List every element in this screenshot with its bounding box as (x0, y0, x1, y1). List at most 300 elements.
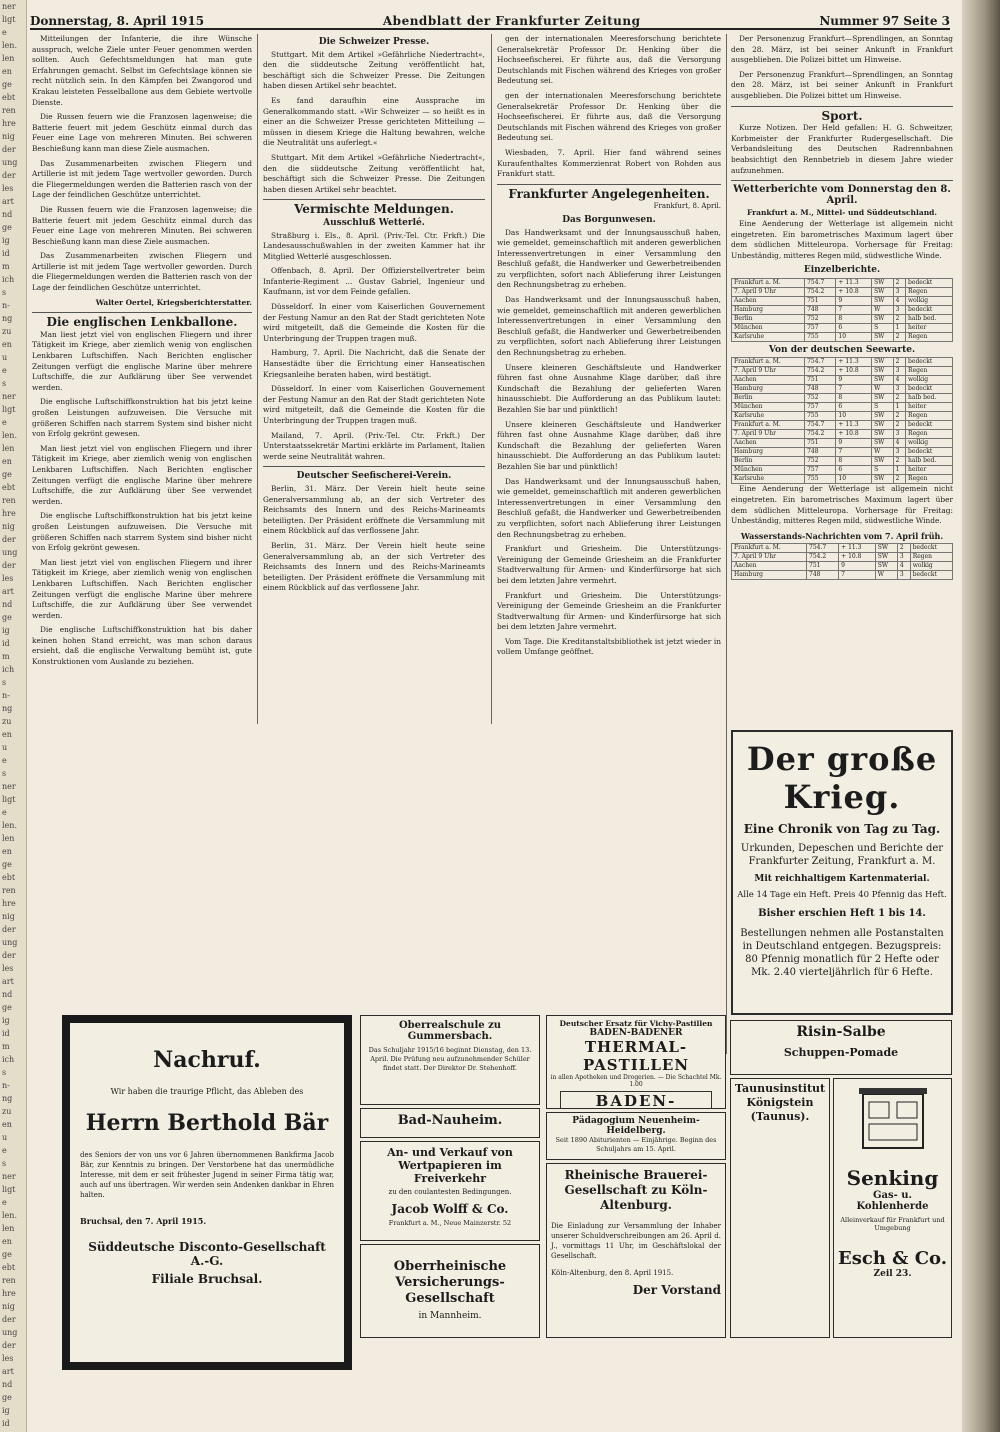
ad-description: Urkunden, Depeschen und Berichte der Frankfurter Zeitung, Frankfurt a. M. (740, 843, 944, 867)
gutter-text-fragment: ligt (2, 15, 16, 24)
gutter-text-fragment: ig (2, 1016, 10, 1025)
table-cell: 2 (893, 278, 905, 287)
ad-tagline: Deutscher Ersatz für Vichy-Pastillen (559, 1019, 713, 1028)
gutter-text-fragment: en (2, 1237, 12, 1246)
table-cell: SW (872, 278, 894, 287)
gutter-text-fragment: ung (2, 938, 18, 947)
table-cell: wolkig (906, 376, 953, 385)
table-row (732, 421, 953, 430)
ad-title: Senking (846, 1166, 939, 1190)
obituary-company: Süddeutsche Disconto-Gesellschaft A.-G. (88, 1240, 326, 1268)
header-newspaper-title: Abendblatt der Frankfurter Zeitung (382, 14, 641, 28)
gutter-text-fragment: ebt (2, 873, 16, 882)
table-cell: 2 (893, 412, 905, 421)
gutter-text-fragment: ich (2, 1055, 15, 1064)
table-cell: SW (875, 562, 897, 571)
gutter-text-fragment: ng (2, 314, 13, 323)
gutter-text-fragment: e (2, 808, 7, 817)
article-text: Der Personenzug Frankfurt—Sprendlingen, an Sonntag den 28. März, ist bei seiner Ankunft in Frankfurt ausgeblieben. Die Polizei bittet um Hinweise. (731, 34, 953, 65)
ad-subtitle: zu den coulantesten Bedingungen. (388, 1188, 512, 1196)
gutter-text-fragment: ren (2, 496, 16, 505)
gutter-text-fragment: ig (2, 236, 10, 245)
table-row (732, 332, 953, 341)
table-cell: 2 (893, 332, 905, 341)
table-cell: W (875, 571, 897, 580)
gutter-text-fragment: ng (2, 704, 13, 713)
gutter-text-fragment: e (2, 756, 7, 765)
column-1 (32, 34, 252, 689)
gutter-text-fragment: ner (2, 782, 16, 791)
gutter-text-fragment: les (2, 184, 14, 193)
table-row (732, 278, 953, 287)
ad-title: Rheinische Brauerei-Gesellschaft zu Köln-Altenburg. (564, 1168, 708, 1212)
table-row (732, 367, 953, 376)
article-text: Mitteilungen der Infanterie, die ihre Wünsche ausspruch, welche Ziele unter Feuer genommen werden sollten. Auch Gefechtsmeldungen hat man gute Erfahrungen gemacht. Selbst im Gefechtslage können sie recht nützlich sein. In den Kämpfen bei Zwangorod und Krakau leisteten Fesselballone aus dem Gebiete wertvolle Dienste. (32, 34, 252, 107)
article-text: Düsseldorf. In einer vom Kaiserlichen Gouvernement der Festung Namur an den Rat der Stadt gerichteten Note wird mitgeteilt, daß die Gemeinde die Kosten für die Unterbringung der Truppen tragen muß. (263, 302, 485, 343)
gutter-text-fragment: n- (2, 691, 10, 700)
thermal-pastillen-ad (546, 1015, 726, 1109)
weather-text: Eine Aenderung der Wetterlage ist allgemein nicht eingetreten. Ein barometrisches Maximum lagert über dem südlichen Mitteleuropa. Vorhersage für Freitag: Unbeständig, mitteres Regen mild, südwestliche Winde. (731, 218, 953, 260)
gutter-text-fragment: der (2, 1341, 16, 1350)
gutter-text-fragment: ung (2, 158, 18, 167)
table-cell: 4 (897, 562, 910, 571)
gutter-text-fragment: ge (2, 1393, 12, 1402)
article-text: Stuttgart. Mit dem Artikel »Gefährliche Niedertracht«, den die süddeutsche Zeitung veröffentlicht hat, beschäftigt sich die Schweizer Presse. Die Zeitungen haben diesen Artikel sehr beachtet. (263, 152, 485, 194)
table-cell: 754.2 (805, 367, 836, 376)
gutter-text-fragment: hre (2, 509, 16, 518)
article-text: Frankfurt und Griesheim. Die Unterstützungs-Vereinigung der Gemeinde Griesheim an die Frankfurter Stadtverwaltung für Armen- und Kinderfürsorge hat sich bei dem letzten Jahre vermehrt. (497, 590, 721, 632)
table-cell: + 11.3 (836, 358, 872, 367)
gutter-text-fragment: ge (2, 80, 12, 89)
gutter-text-fragment: nd (2, 600, 13, 609)
table-cell: 1 (893, 323, 905, 332)
ad-frequency: Alle 14 Tage ein Heft. Preis 40 Pfennig das Heft. (737, 890, 947, 900)
table-cell: 754.7 (807, 544, 839, 553)
ad-text: Die Einladung zur Versammlung der Inhaber unserer Schuldverschreibungen am 26. April d. J., vormittags 11 Uhr, im Geschäftslokal der Gesellschaft. (551, 1222, 721, 1260)
table-cell: SW (875, 544, 897, 553)
page-header (30, 6, 950, 30)
table-cell: 757 (805, 466, 836, 475)
table-cell: halb bed. (906, 394, 953, 403)
divider (263, 199, 485, 200)
table-cell: 8 (836, 457, 872, 466)
article-text: Straßburg i. Els., 8. April. (Priv.-Tel. Ctr. Frkft.) Die Landesausschußwahlen in der zweiten Kammer hat ihr Mitglied Wetterlé ausgeschlossen. (263, 230, 485, 261)
table-cell: 757 (805, 403, 836, 412)
column-separator (257, 34, 258, 724)
article-text: Offenbach, 8. April. Der Offizierstellvertreter beim Infanterie-Regiment ... Gustav Gabriel, Ingenieur und Kaufmann, ist vor dem Feinde gefallen. (263, 266, 485, 297)
table-cell: 4 (893, 376, 905, 385)
gutter-text-fragment: der (2, 925, 16, 934)
table-cell: wolkig (906, 296, 953, 305)
gutter-text-fragment: len. (2, 41, 17, 50)
table-cell: 3 (893, 448, 905, 457)
table-cell: 754.2 (805, 287, 836, 296)
article-text: Das Zusammenarbeiten zwischen Fliegern und Artillerie ist mit jedem Tage wertvoller geworden. Durch die Fliegermeldungen werden die Batterien rasch von der Lage der feindlichen Geschütze unterrichtet. (32, 251, 252, 293)
table-cell: + 11.3 (839, 544, 876, 553)
gutter-text-fragment: les (2, 1354, 14, 1363)
weather-table-title: Einzelberichte. (803, 265, 881, 276)
table-cell: Regen (906, 475, 953, 484)
gutter-text-fragment: der (2, 561, 16, 570)
book-binding-edge (962, 0, 1000, 1432)
table-row (732, 553, 953, 562)
table-cell: SW (872, 296, 894, 305)
gutter-text-fragment: ligt (2, 1185, 16, 1194)
ad-subtitle: Eine Chronik von Tag zu Tag. (743, 822, 941, 836)
der-grosse-krieg-ad (731, 730, 953, 1015)
ad-title: Taunusinstitut Königstein (Taunus). (734, 1082, 826, 1123)
weather-subheadline: Frankfurt a. M., Mittel- und Süddeutschland. (746, 208, 938, 218)
table-cell: Regen (910, 553, 952, 562)
ad-date: Köln-Altenburg, den 8. April 1915. (551, 1269, 674, 1277)
table-cell: Karlsruhe (732, 412, 805, 421)
table-row (732, 439, 953, 448)
ad-signature: Der Vorstand (632, 1283, 721, 1297)
ad-address: Zeil 23. (873, 1269, 912, 1279)
table-cell: Karlsruhe (732, 475, 805, 484)
gutter-text-fragment: n- (2, 301, 10, 310)
gutter-text-fragment: m (2, 262, 10, 271)
gutter-text-fragment: en (2, 340, 12, 349)
table-cell: 755 (805, 475, 836, 484)
table-cell: 751 (805, 376, 836, 385)
gutter-text-fragment: m (2, 1042, 10, 1051)
table-row (732, 358, 953, 367)
gutter-text-fragment: en (2, 730, 12, 739)
gutter-text-fragment: ebt (2, 93, 16, 102)
table-cell: SW (875, 553, 897, 562)
nauheim-ad (360, 1108, 540, 1138)
table-cell: SW (872, 475, 894, 484)
table-cell: 10 (836, 475, 872, 484)
table-cell: Hamburg (732, 385, 805, 394)
table-cell: W (872, 385, 894, 394)
table-cell: 7. April 9 Uhr (732, 553, 807, 562)
table-cell: 7 (839, 571, 876, 580)
table-cell: Regen (906, 412, 953, 421)
gutter-text-fragment: hre (2, 899, 16, 908)
table-cell: 748 (807, 571, 839, 580)
table-cell: Regen (906, 287, 953, 296)
table-cell: 3 (893, 305, 905, 314)
table-cell: Frankfurt a. M. (732, 544, 807, 553)
table-cell: heiter (906, 403, 953, 412)
ad-title: Risin-Salbe (796, 1024, 886, 1040)
gutter-text-fragment: der (2, 171, 16, 180)
gutter-text-fragment: zu (2, 717, 12, 726)
gutter-text-fragment: ge (2, 1003, 12, 1012)
oberrealschule-ad (360, 1015, 540, 1105)
senking-ad (833, 1078, 952, 1338)
table-row (732, 385, 953, 394)
obituary-dateline: Bruchsal, den 7. April 1915. (80, 1216, 207, 1226)
table-cell: SW (872, 421, 894, 430)
table-cell: 757 (805, 323, 836, 332)
table-cell: Regen (906, 367, 953, 376)
table-row (732, 305, 953, 314)
table-cell: 6 (836, 466, 872, 475)
gutter-text-fragment: art (2, 197, 14, 206)
weather-table-title: Von der deutschen Seewarte. (768, 344, 916, 355)
gutter-text-fragment: ung (2, 548, 18, 557)
article-text: Mailand, 7. April. (Priv.-Tel. Ctr. Frkft.) Der Unterstaatssekretär Martini erklärte im Parlament, Italien werde seine Neutralität wahren. (263, 430, 485, 461)
table-cell: SW (872, 332, 894, 341)
obituary-branch: Filiale Bruchsal. (151, 1272, 263, 1286)
weather-headline: Wetterberichte vom Donnerstag den 8. April. (733, 184, 951, 206)
table-cell: 754.7 (805, 421, 836, 430)
table-cell: SW (872, 367, 894, 376)
gutter-text-fragment: ig (2, 626, 10, 635)
table-cell: 754.7 (805, 278, 836, 287)
table-cell: 10 (836, 332, 872, 341)
table-cell: bedeckt (910, 571, 952, 580)
gutter-text-fragment: der (2, 951, 16, 960)
table-cell: + 11.3 (836, 421, 872, 430)
table-cell: 2 (893, 314, 905, 323)
table-cell: + 10.8 (836, 367, 872, 376)
table-cell: + 10.8 (836, 430, 872, 439)
article-text: Vom Tage. Die Kreditanstaltsbibliothek ist jetzt wieder in vollem Umfange geöffnet. (497, 636, 721, 657)
gutter-text-fragment: m (2, 652, 10, 661)
article-text: Man liest jetzt viel von englischen Fliegern und ihrer Tätigkeit im Kriege, aber ziemlich wenig von englischen Lenkbaren Luftschiffen. Nach Berichten englischer Zeitungen verfügt die englische Marine über mehrere Luftschiffe, die zur Aufklärung über See verwendet werden. (32, 557, 252, 620)
table-cell: 7 (836, 448, 872, 457)
section-headline: Vermischte Meldungen. (294, 202, 454, 217)
table-cell: 7. April 9 Uhr (732, 367, 805, 376)
gutter-text-fragment: u (2, 743, 8, 752)
paedagogium-ad (546, 1112, 726, 1160)
gutter-text-fragment: nd (2, 210, 13, 219)
divider (32, 312, 252, 313)
gutter-text-fragment: hre (2, 119, 16, 128)
table-cell: Berlin (732, 457, 805, 466)
divider (731, 106, 953, 107)
table-cell: heiter (906, 323, 953, 332)
ad-title: Pädagogium Neuenheim-Heidelberg. (572, 1116, 700, 1136)
ad-text: Seit 1890 Abiturienten — Einjährige. Beginn des Schuljahrs am 15. April. (555, 1136, 717, 1153)
table-cell: 754.2 (807, 553, 839, 562)
table-cell: 2 (893, 475, 905, 484)
ad-brand: BADEN-BADENER (589, 1028, 683, 1038)
table-cell: Aachen (732, 376, 805, 385)
table-row (732, 394, 953, 403)
gutter-text-fragment: ich (2, 275, 15, 284)
gutter-text-fragment: der (2, 1315, 16, 1324)
table-cell: 9 (836, 376, 872, 385)
table-cell: 3 (897, 571, 910, 580)
gutter-text-fragment: nig (2, 1302, 15, 1311)
table-cell: München (732, 466, 805, 475)
table-cell: bedeckt (906, 358, 953, 367)
gutter-text-fragment: ren (2, 1276, 16, 1285)
gutter-text-fragment: ge (2, 613, 12, 622)
table-row (732, 314, 953, 323)
weather-table (731, 278, 953, 342)
gutter-text-fragment: e (2, 28, 7, 37)
article-text: Der Personenzug Frankfurt—Sprendlingen, an Sonntag den 28. März, ist bei seiner Ankunft in Frankfurt ausgeblieben. Die Polizei bittet um Hinweise. (731, 69, 953, 100)
obituary-text: des Seniors der von uns vor 6 Jahren übernommenen Bankfirma Jacob Bär, zur Kenntnis zu bringen. Der Verstorbene hat das unermüdliche Interesse, mit dem er seit frühester Jugend in seiner Firma tätig war, auch auf uns übertragen. Wir werden sein Andenken dankbar in Ehren halten. (80, 1151, 334, 1199)
gutter-text-fragment: nig (2, 912, 15, 921)
table-cell: Berlin (732, 394, 805, 403)
gutter-text-fragment: ge (2, 860, 12, 869)
table-cell: SW (872, 358, 894, 367)
gutter-text-fragment: ner (2, 2, 16, 11)
table-row (732, 430, 953, 439)
gutter-text-fragment: nig (2, 522, 15, 531)
article-text: Die englische Luftschiffkonstruktion hat bis jetzt keine großen Leistungen aufzuweisen. Die Versuche mit größeren Schiffen nach starrem System sind bisher nicht von Erfolg gekrönt gewesen. (32, 397, 252, 439)
table-row (732, 296, 953, 305)
table-row (732, 571, 953, 580)
article-text: Die englische Luftschiffkonstruktion hat bis daher keinen hohen Stand erreicht, was man schon daraus ersieht, daß die englische Verwaltung bemüht ist, gute Konstruktionen vom Auslande zu beziehen. (32, 625, 252, 667)
gutter-text-fragment: les (2, 574, 14, 583)
table-cell: SW (872, 439, 894, 448)
table-cell: Regen (906, 332, 953, 341)
gutter-text-fragment: len. (2, 431, 17, 440)
table-cell: 3 (893, 367, 905, 376)
table-cell: Regen (906, 430, 953, 439)
table-row (732, 562, 953, 571)
table-cell: Frankfurt a. M. (732, 421, 805, 430)
ad-address: Frankfurt a. M., Neue Mainzerstr. 52 (388, 1219, 512, 1227)
table-cell: 754.7 (805, 358, 836, 367)
table-cell: 4 (893, 296, 905, 305)
table-cell: halb bed. (906, 314, 953, 323)
table-cell: 1 (893, 403, 905, 412)
ad-issued: Bisher erschien Heft 1 bis 14. (758, 908, 926, 919)
gutter-text-fragment: ren (2, 106, 16, 115)
table-row (732, 412, 953, 421)
previous-page-gutter (0, 0, 27, 1432)
ad-firm: Esch & Co. (838, 1248, 947, 1269)
wasserstand-table (731, 543, 953, 580)
ad-firm: Jacob Wolff & Co. (391, 1202, 509, 1216)
article-text: Die Russen feuern wie die Franzosen lagenweise; die Batterie feuert mit jedem Geschütz einmal durch das Feuer eine Lage von mehreren Minuten. Bei schweren Beschießung kann man diese Ziele ausmachen. (32, 112, 252, 153)
gutter-text-fragment: s (2, 379, 7, 388)
table-row (732, 475, 953, 484)
table-cell: 8 (836, 394, 872, 403)
table-cell: heiter (906, 466, 953, 475)
article-text: Unsere kleineren Geschäftsleute und Handwerker führen fast ohne Ausnahme Klage darüber, daß ihre Kundschaft die Bezahlung der gelieferten Waren hinausschiebt. Die Aufforderung an das Publikum lautet: Bezahlen Sie bar und pünktlich! (497, 419, 721, 471)
gutter-text-fragment: ligt (2, 795, 16, 804)
gutter-text-fragment: en (2, 67, 12, 76)
table-cell: 7 (836, 305, 872, 314)
table-cell: Karlsruhe (732, 332, 805, 341)
versicherung-ad (360, 1244, 540, 1338)
article-text: Hamburg, 7. April. Die Nachricht, daß die Senate der Hansestädte über die Errichtung einer Hanseatischen Kriegsanleihe beraten haben, wird bestätigt. (263, 348, 485, 379)
gutter-text-fragment: nd (2, 1380, 13, 1389)
table-cell: Hamburg (732, 571, 807, 580)
weather-text: Eine Aenderung der Wetterlage ist allgemein nicht eingetreten. Ein barometrisches Maximum lagert über dem südlichen Mitteleuropa. Vorhersage für Freitag: Unbeständig, mitteres Regen mild, südwestliche Winde. (731, 484, 953, 526)
ad-title: Oberrheinische Versicherungs-Gesellschaft (393, 1259, 507, 1306)
gutter-text-fragment: ebt (2, 483, 16, 492)
gutter-text-fragment: id (2, 639, 10, 648)
table-cell: 748 (805, 385, 836, 394)
gutter-text-fragment: s (2, 1068, 7, 1077)
table-cell: + 11.3 (836, 278, 872, 287)
ad-subtitle: Schuppen-Pomade (783, 1046, 899, 1059)
article-text: Das Zusammenarbeiten zwischen Fliegern und Artillerie ist mit jedem Tage wertvoller geworden. Durch die Fliegermeldungen werden die Batterien rasch von der Lage der feindlichen Geschütze unterrichtet. (32, 158, 252, 200)
obituary-name: Herrn Berthold Bär (85, 1110, 329, 1136)
gutter-text-fragment: e (2, 366, 7, 375)
table-cell: SW (872, 314, 894, 323)
table-cell: bedeckt (906, 448, 953, 457)
gutter-text-fragment: len. (2, 821, 17, 830)
brauerei-ad (546, 1163, 726, 1338)
ad-title: Bad-Nauheim. (397, 1113, 503, 1128)
table-cell: Aachen (732, 439, 805, 448)
table-row (732, 403, 953, 412)
table-cell: SW (872, 394, 894, 403)
table-row (732, 448, 953, 457)
article-text: Unsere kleineren Geschäftsleute und Handwerker führen fast ohne Ausnahme Klage darüber, daß ihre Kundschaft die Bezahlung der gelieferten Waren hinausschiebt. Die Aufforderung an das Publikum lautet: Bezahlen Sie bar und pünktlich! (497, 362, 721, 414)
table-cell: 2 (897, 544, 910, 553)
gutter-text-fragment: en (2, 457, 12, 466)
divider (497, 184, 721, 185)
gutter-text-fragment: u (2, 353, 8, 362)
article-headline: Ausschluß Wetterlé. (323, 217, 425, 228)
table-cell: SW (872, 457, 894, 466)
table-cell: 2 (893, 394, 905, 403)
table-cell: München (732, 323, 805, 332)
gutter-text-fragment: der (2, 145, 16, 154)
table-cell: S (872, 323, 894, 332)
table-cell: München (732, 403, 805, 412)
gutter-text-fragment: id (2, 1419, 10, 1428)
article-text: Kurze Notizen. Der Held gefallen: H. G. Schweitzer, Korbmeister der Frankfurter Rudergesellschaft. Die Verbandsleitung des Deutschen Radrennbahnen beabsichtigt den Rennbetrieb in diesem Jahre wieder aufzunehmen. (731, 123, 953, 175)
table-cell: Frankfurt a. M. (732, 358, 805, 367)
table-cell: wolkig (910, 562, 952, 571)
table-row (732, 466, 953, 475)
header-page-number: Nummer 97 Seite 3 (819, 14, 950, 28)
table-cell: 9 (836, 439, 872, 448)
risin-salbe-ad (730, 1020, 952, 1075)
gutter-text-fragment: en (2, 847, 12, 856)
ad-title: THERMAL-PASTILLEN (582, 1038, 690, 1074)
table-cell: W (872, 305, 894, 314)
divider (731, 180, 953, 181)
ad-text: Alleinverkauf für Frankfurt und Umgebung (840, 1216, 945, 1232)
table-cell: bedeckt (906, 278, 953, 287)
table-cell: 6 (836, 323, 872, 332)
gutter-text-fragment: art (2, 977, 14, 986)
article-text: Es fand daraufhin eine Aussprache im Generalkommando statt. »Wir Schweizer — so heißt es in einer an die Schweizer Presse gerichteten Mitteilung — müssen in diesem Kriege die Haltung bewahren, welche die Neutralität uns auferlegt.« (263, 95, 485, 148)
table-cell: Frankfurt a. M. (732, 278, 805, 287)
gutter-text-fragment: ren (2, 886, 16, 895)
article-text: gen der internationalen Meeresforschung berichtete Generalsekretär Professor Dr. Henking über die Hochseefischerei. Er führte aus, daß die Versorgung Deutschlands mit Fischen während des Krieges von großer Bedeutung sei. (497, 90, 721, 143)
gutter-text-fragment: nig (2, 132, 15, 141)
article-text: Das Handwerksamt und der Innungsausschuß haben, wie gemeldet, gemeinschaftlich mit anderen gewerblichen Interessenvertretungen in einer Versammlung den Beschluß gefaßt, die Handwerker und Gewerbetreibenden zu verpflichten, sofort nach Ablieferung ihrer Leistungen den Rechnungsbetrag zu erheben. (497, 476, 721, 539)
table-cell: 6 (836, 403, 872, 412)
wasserstand-title: Wasserstands-Nachrichten vom 7. April früh. (740, 530, 944, 541)
ad-title: Oberrealschule zu Gummersbach. (398, 1020, 502, 1042)
column-4 (731, 34, 953, 724)
gutter-text-fragment: ebt (2, 1263, 16, 1272)
ad-order-info: Bestellungen nehmen alle Postanstalten in Deutschland entgegen. Bezugspreis: 80 Pfennig monatlich für 2 Hefte oder Mk. 2.40 vierteljährlich für 6 Hefte. (740, 928, 944, 978)
table-cell: Hamburg (732, 305, 805, 314)
article-text: Berlin, 31. März. Der Verein hielt heute seine Generalversammlung ab, an der sich Vertreter des Reichsamts des Innern und des Reichs-Marineamts beteiligten. Der Präsident eröffnete die Versammlung mit einem Rückblick auf das verflossene Jahr. (263, 540, 485, 593)
article-text: Frankfurt und Griesheim. Die Unterstützungs-Vereinigung der Gemeinde Griesheim an die Frankfurter Stadtverwaltung für Armen- und Kinderfürsorge hat sich bei dem letzten Jahre vermehrt. (497, 544, 721, 585)
ad-subtitle: in allen Apotheken und Drogerien. — Die Schachtel Mk. 1.00 (550, 1074, 722, 1088)
gutter-text-fragment: ner (2, 1172, 16, 1181)
gutter-text-fragment: len (2, 444, 15, 453)
table-cell: SW (872, 287, 894, 296)
table-cell: SW (872, 430, 894, 439)
gutter-text-fragment: les (2, 964, 14, 973)
column-separator (726, 34, 727, 1054)
table-cell: 751 (807, 562, 839, 571)
table-cell: 748 (805, 448, 836, 457)
gutter-text-fragment: e (2, 1146, 7, 1155)
article-headline: Das Borgunwesen. (562, 214, 656, 225)
